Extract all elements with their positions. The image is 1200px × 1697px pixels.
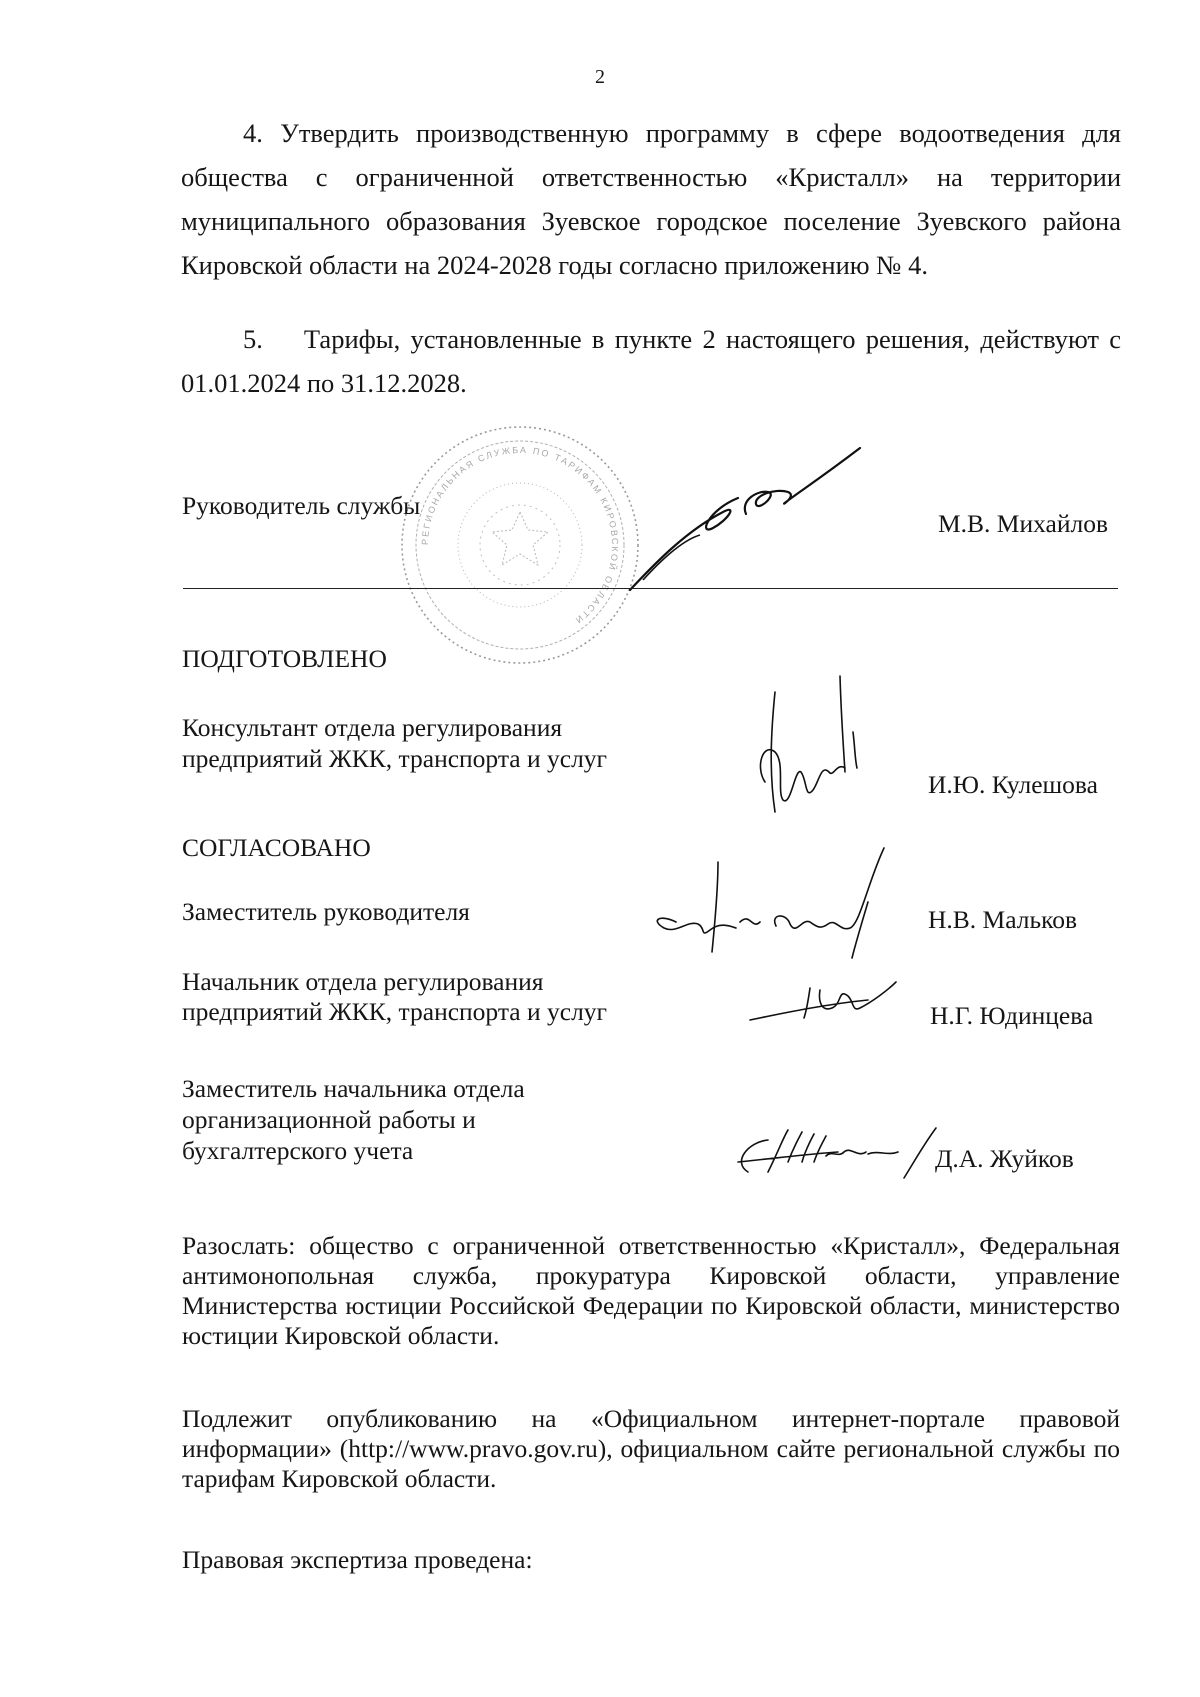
prepared-signature: [745, 672, 865, 822]
head-signature: [628, 440, 873, 595]
agreed-2-name: Н.Г. Юдинцева: [930, 1001, 1094, 1030]
distribution-text: Разослать: общество с ограниченной ответственностью «Кристалл», Федеральная антимонопольная служба, прокуратура Кировской области, управление Министерства юстиции Российской Федерации по Кировской области, министерство юстиции Кировской области.: [182, 1231, 1120, 1350]
agreed-1-signature: [640, 842, 900, 962]
prepared-title-line-2: предприятий ЖКК, транспорта и услуг: [182, 744, 608, 773]
item-4-paragraph: [181, 111, 1121, 287]
item-5-paragraph: [181, 317, 1121, 405]
publication-text: Подлежит опубликованию на «Официальном интернет-портале правовой информации» (http://www.pravo.gov.ru), официальном сайте региональной службы по тарифам Кировской области.: [182, 1404, 1120, 1493]
head-title: Руководитель службы: [182, 491, 421, 520]
agreed-2-title-line-2: предприятий ЖКК, транспорта и услуг: [182, 997, 608, 1026]
head-name: М.В. Михайлов: [938, 509, 1109, 538]
svg-text:РЕГИОНАЛЬНАЯ СЛУЖБА ПО ТАРИФАМ: [420, 445, 620, 626]
agreed-3-name: Д.А. Жуйков: [935, 1144, 1074, 1173]
item-4-number: 4.: [243, 118, 263, 148]
item-4-text: Утвердить производственную программу в сфере водоотведения для общества с ограниченной ответственностью «Кристалл» на территории муниципального образования Зуевское городское поселение Зуевского района Кировской области на 2024-2028 годы согласно приложению № 4.: [181, 118, 1121, 280]
page-number: 2: [595, 66, 605, 88]
agreed-3-title-line-1: Заместитель начальника отдела: [182, 1074, 525, 1103]
agreed-1-title-line-1: Заместитель руководителя: [182, 897, 470, 926]
agreed-3-title-line-2: организационной работы и: [182, 1105, 476, 1134]
agreed-heading: СОГЛАСОВАНО: [182, 833, 371, 862]
agreed-1-name: Н.В. Мальков: [928, 905, 1078, 934]
agreed-3-title-line-3: бухгалтерского учета: [182, 1136, 414, 1165]
prepared-name: И.Ю. Кулешова: [928, 770, 1098, 799]
stamp-text: РЕГИОНАЛЬНАЯ СЛУЖБА ПО ТАРИФАМ КИРОВСКОЙ ОБЛАСТИ: [419, 444, 621, 627]
separator-line: [183, 588, 1118, 589]
item-5-text: Тарифы, установленные в пункте 2 настоящего решения, действуют с 01.01.2024 по 31.12.2028.: [181, 324, 1121, 398]
prepared-heading: ПОДГОТОВЛЕНО: [182, 644, 387, 673]
item-5-number: 5.: [243, 324, 263, 354]
legal-review-text: Правовая экспертиза проведена:: [182, 1545, 533, 1574]
agreed-2-title-line-1: Начальник отдела регулирования: [182, 967, 544, 996]
agreed-2-signature: [748, 968, 898, 1028]
official-stamp: [395, 420, 645, 670]
agreed-3-signature: [728, 1122, 938, 1182]
prepared-title-line-1: Консультант отдела регулирования: [182, 713, 563, 742]
